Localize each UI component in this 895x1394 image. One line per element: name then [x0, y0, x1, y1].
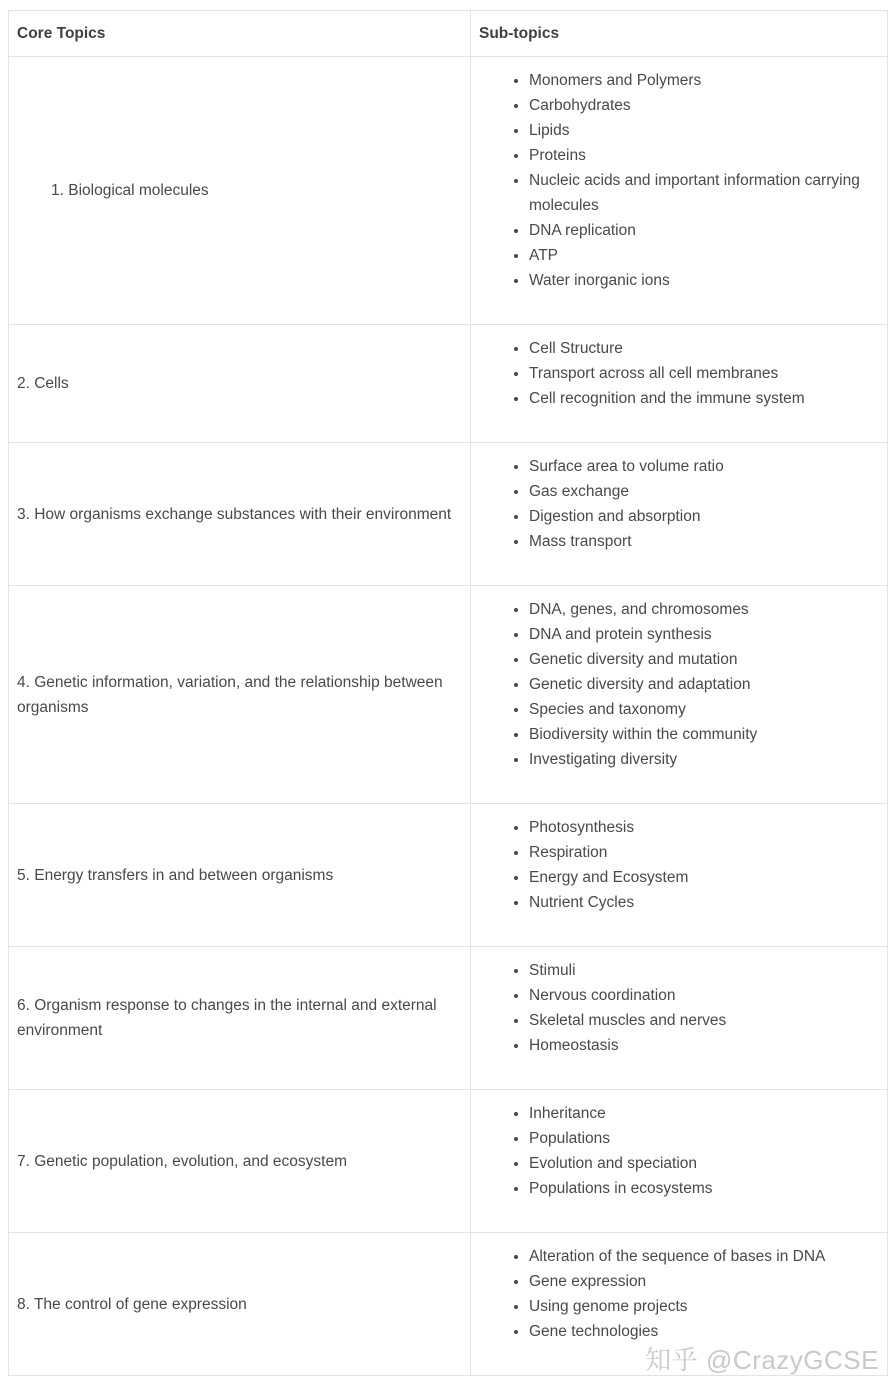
sub-topic-item: • DNA replication [529, 218, 879, 243]
core-topic-cell: 8. The control of gene expression [9, 1233, 471, 1376]
sub-topics-list [479, 454, 879, 554]
core-topic-cell: 1. Biological molecules [9, 57, 471, 325]
sub-topics-list [479, 597, 879, 772]
column-header-sub-topics: Sub-topics [471, 11, 888, 57]
table-row [9, 947, 888, 1090]
sub-topic-item: • Cell recognition and the immune system [529, 386, 879, 411]
table-header [9, 11, 888, 57]
sub-topic-item: • Inheritance [529, 1101, 879, 1126]
watermark: 知乎 @CrazyGCSE [645, 1345, 879, 1375]
sub-topic-item: • Mass transport [529, 529, 879, 554]
table-row [9, 57, 888, 325]
sub-topic-item: • DNA, genes, and chromosomes [529, 597, 879, 622]
sub-topic-item: • Gene technologies [529, 1319, 879, 1344]
table-body [9, 57, 888, 1376]
sub-topic-item: • Nucleic acids and important information carrying molecules [529, 168, 879, 218]
sub-topics-cell [471, 57, 888, 325]
sub-topics-list [479, 1244, 879, 1344]
column-header-core-topics: Core Topics [9, 11, 471, 57]
table-row [9, 325, 888, 443]
table-row [9, 804, 888, 947]
sub-topic-item: • Cell Structure [529, 336, 879, 361]
sub-topic-item: • Genetic diversity and adaptation [529, 672, 879, 697]
sub-topic-item: • Digestion and absorption [529, 504, 879, 529]
sub-topics-cell [471, 443, 888, 586]
core-topic-cell: 2. Cells [9, 325, 471, 443]
core-topic-cell: 5. Energy transfers in and between organisms [9, 804, 471, 947]
sub-topic-item: • Surface area to volume ratio [529, 454, 879, 479]
sub-topic-item: • Carbohydrates [529, 93, 879, 118]
sub-topic-item: • Energy and Ecosystem [529, 865, 879, 890]
sub-topic-item: • Populations in ecosystems [529, 1176, 879, 1201]
sub-topic-item: • Skeletal muscles and nerves [529, 1008, 879, 1033]
sub-topic-item: • Biodiversity within the community [529, 722, 879, 747]
sub-topics-cell [471, 1090, 888, 1233]
sub-topic-item: • Evolution and speciation [529, 1151, 879, 1176]
sub-topic-item: • Lipids [529, 118, 879, 143]
sub-topic-item: • Stimuli [529, 958, 879, 983]
core-topic-cell: 6. Organism response to changes in the internal and external environment [9, 947, 471, 1090]
sub-topics-list [479, 336, 879, 411]
table-row [9, 1090, 888, 1233]
core-topic-cell: 4. Genetic information, variation, and the relationship between organisms [9, 586, 471, 804]
sub-topics-list [479, 958, 879, 1058]
sub-topic-item: • Gas exchange [529, 479, 879, 504]
sub-topic-item: • Photosynthesis [529, 815, 879, 840]
sub-topic-item: • Proteins [529, 143, 879, 168]
sub-topic-item: • Species and taxonomy [529, 697, 879, 722]
sub-topic-item: • Genetic diversity and mutation [529, 647, 879, 672]
sub-topics-cell [471, 325, 888, 443]
core-topic-cell: 7. Genetic population, evolution, and ecosystem [9, 1090, 471, 1233]
sub-topic-item: • Nutrient Cycles [529, 890, 879, 915]
sub-topic-item: • Homeostasis [529, 1033, 879, 1058]
sub-topic-item: • Investigating diversity [529, 747, 879, 772]
sub-topic-item: • Respiration [529, 840, 879, 865]
sub-topic-item: • Gene expression [529, 1269, 879, 1294]
topics-table [8, 10, 888, 1376]
table-row [9, 443, 888, 586]
sub-topic-item: • Nervous coordination [529, 983, 879, 1008]
sub-topic-item: • Transport across all cell membranes [529, 361, 879, 386]
sub-topic-item: • Monomers and Polymers [529, 68, 879, 93]
core-topic-cell: 3. How organisms exchange substances with their environment [9, 443, 471, 586]
sub-topic-item: • ATP [529, 243, 879, 268]
sub-topics-cell [471, 947, 888, 1090]
sub-topic-item: • Water inorganic ions [529, 268, 879, 293]
sub-topic-item: • Alteration of the sequence of bases in DNA [529, 1244, 879, 1269]
sub-topic-item: • Using genome projects [529, 1294, 879, 1319]
sub-topic-item: • Populations [529, 1126, 879, 1151]
sub-topics-cell [471, 804, 888, 947]
sub-topics-list [479, 1101, 879, 1201]
sub-topic-item: • DNA and protein synthesis [529, 622, 879, 647]
header-row [9, 11, 888, 57]
sub-topics-list [479, 815, 879, 915]
sub-topics-list [479, 68, 879, 293]
sub-topics-cell [471, 586, 888, 804]
table-row [9, 586, 888, 804]
